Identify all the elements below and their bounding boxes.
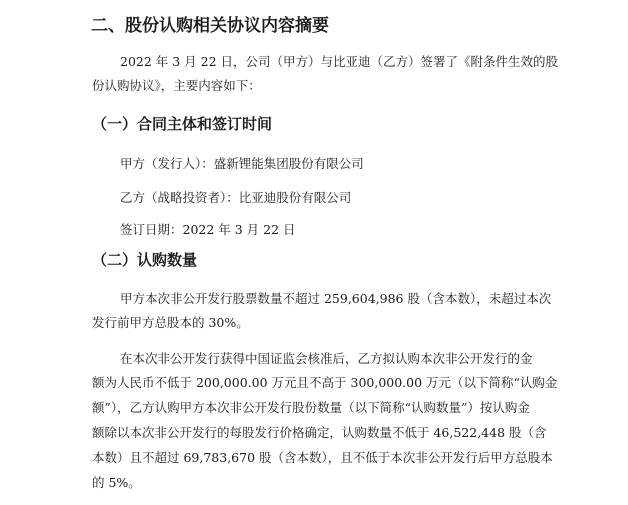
quantity-para1-line1: 甲方本次非公开发行股票数量不超过 259,604,986 股（含本数），未超过本次	[120, 291, 552, 306]
quantity-para2-line5: 本数）且不超过 69,783,670 股（含本数），且不低于本次非公开发行后甲方总股本	[92, 450, 553, 465]
quantity-para2-line2: 额为人民币不低于 200,000.00 万元且不高于 300,000.00 万元（以下简称“认购金	[92, 375, 558, 390]
sign-date: 签订日期：2022 年 3 月 22 日	[120, 222, 296, 237]
quantity-para2-line1: 在本次非公开发行获得中国证监会核准后，乙方拟认购本次非公开发行的金	[120, 351, 533, 366]
quantity-para2-line6: 的 5%。	[92, 475, 141, 490]
intro-line-1: 2022 年 3 月 22 日，公司（甲方）与比亚迪（乙方）签署了《附条件生效的股	[120, 54, 559, 69]
quantity-para2-line3: 额”），乙方认购甲方本次非公开发行股份数量（以下简称“认购数量”）按认购金	[92, 400, 530, 415]
section-title: 二、股份认购相关协议内容摘要	[91, 16, 329, 36]
party-b: 乙方（战略投资者）：比亚迪股份有限公司	[120, 190, 352, 205]
quantity-para2-line4: 额除以本次非公开发行的每股发行价格确定，认购数量不低于 46,522,448 股（含	[92, 425, 547, 440]
subsection-title-quantity: （二）认购数量	[92, 251, 198, 269]
intro-line-2: 份认购协议》，主要内容如下：	[92, 78, 261, 93]
subsection-title-parties: （一）合同主体和签订时间	[92, 115, 273, 133]
quantity-para1-line2: 发行前甲方总股本的 30%。	[92, 315, 249, 330]
party-a: 甲方（发行人）：盛新锂能集团股份有限公司	[120, 156, 364, 171]
